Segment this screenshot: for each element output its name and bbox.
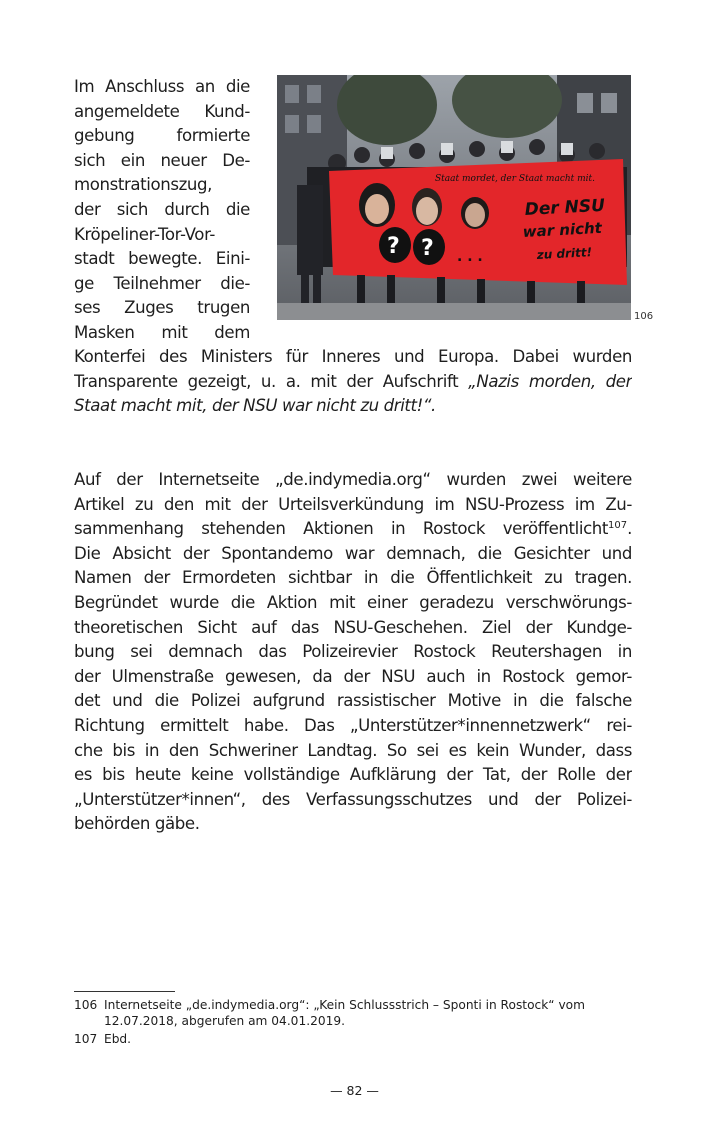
photo-footnote-ref: 106 xyxy=(634,311,654,322)
footnotes xyxy=(74,997,634,1048)
footnote-number: 107 xyxy=(74,1032,98,1047)
text-line: Begründet wurde die Aktion mit einer geradezu verschwörungs- xyxy=(74,592,632,612)
text-line: angemeldete Kund- xyxy=(74,101,250,121)
footnote-text: 12.07.2018, abgerufen am 04.01.2019. xyxy=(104,1014,345,1029)
text-line: bung sei demnach das Polizeirevier Rostock Reutershagen in xyxy=(74,642,632,662)
footnote-text: Ebd. xyxy=(104,1032,132,1047)
text-line: behörden gäbe. xyxy=(74,814,200,834)
text-line: „Unterstützer*innen“, des Verfassungsschutzes und der Polizei- xyxy=(74,789,632,809)
text-line: stadt bewegte. Eini- xyxy=(74,249,250,269)
text-line: Im Anschluss an die xyxy=(74,77,250,96)
text-line: Konterfei des Ministers für Inneres und Europa. Dabei wurden xyxy=(74,347,632,366)
paragraph-2 xyxy=(74,468,632,837)
text-line: Masken mit dem xyxy=(74,322,250,342)
svg-text:. . .: . . . xyxy=(457,249,483,265)
text-line: Artikel zu den mit der Urteilsverkündung im NSU-Prozess im Zu- xyxy=(74,494,632,514)
footnote-ref-107[interactable]: 107 xyxy=(608,520,628,532)
text-line: theoretischen Sicht auf das NSU-Geschehen. Ziel der Kundge- xyxy=(74,617,632,637)
text-line: Namen der Ermordeten sichtbar in die Öffentlichkeit zu tragen. xyxy=(74,568,632,588)
text-line: gebung formierte xyxy=(74,126,250,146)
text-line: Auf der Internetseite „de.indymedia.org“ wurden zwei weitere xyxy=(74,470,632,489)
quote-italic: Staat macht mit, der NSU war nicht zu dritt!“. xyxy=(74,396,436,416)
banner-text: Staat mordet, der Staat macht mit. xyxy=(435,174,596,184)
paragraph-1 xyxy=(74,345,632,419)
text-line xyxy=(74,394,632,419)
float-text-block xyxy=(74,75,250,346)
banner-text: Der NSU xyxy=(524,195,606,220)
banner-text: zu dritt! xyxy=(536,245,593,262)
text-line: Die Absicht der Spontandemo war demnach, die Gesichter und xyxy=(74,543,632,563)
text-line: det und die Polizei aufgrund rassistischer Motive in die falsche xyxy=(74,691,632,711)
text-line: Richtung ermittelt habe. Das „Unterstützer*innennetzwerk“ rei- xyxy=(74,715,632,735)
text-line: sich ein neuer De- xyxy=(74,150,250,170)
text-line: der Ulmenstraße gewesen, da der NSU auch in Rostock gemor- xyxy=(74,666,632,686)
text-line: monstrationszug, xyxy=(74,175,213,195)
footnote-106 xyxy=(74,997,634,1029)
footnote-number: 106 xyxy=(74,998,98,1012)
banner-text: war nicht xyxy=(522,218,603,241)
text-line: che bis in den Schweriner Landtag. So sei es kein Wunder, dass xyxy=(74,740,632,760)
text-line: ses Zuges trugen xyxy=(74,298,250,318)
text-line: es bis heute keine vollständige Aufklärung der Tat, der Rolle der xyxy=(74,765,632,785)
demonstration-photo xyxy=(277,75,631,320)
question-mark: ? xyxy=(387,234,400,259)
photo-illustration xyxy=(277,75,631,320)
text-line: der sich durch die xyxy=(74,199,250,219)
footnote-divider xyxy=(74,991,175,992)
question-mark: ? xyxy=(421,236,434,261)
text-line: Kröpeliner-Tor-Vor- xyxy=(74,224,216,244)
footnote-text: Internetseite „de.indymedia.org“: „Kein Schlussstrich – Sponti in Rostock“ vom xyxy=(104,998,586,1012)
quote-italic: „Nazis morden, der xyxy=(468,371,632,391)
text-line: ge Teilnehmer die- xyxy=(74,273,250,293)
footnote-107 xyxy=(74,1031,634,1047)
text-line: sammenhang stehenden Aktionen in Rostock veröffentlicht$^{107}$. xyxy=(74,519,632,539)
page-number: — 82 — xyxy=(330,1083,379,1098)
text-line: Transparente gezeigt, u. a. mit der Aufschrift „Nazis morden, der xyxy=(74,371,632,391)
